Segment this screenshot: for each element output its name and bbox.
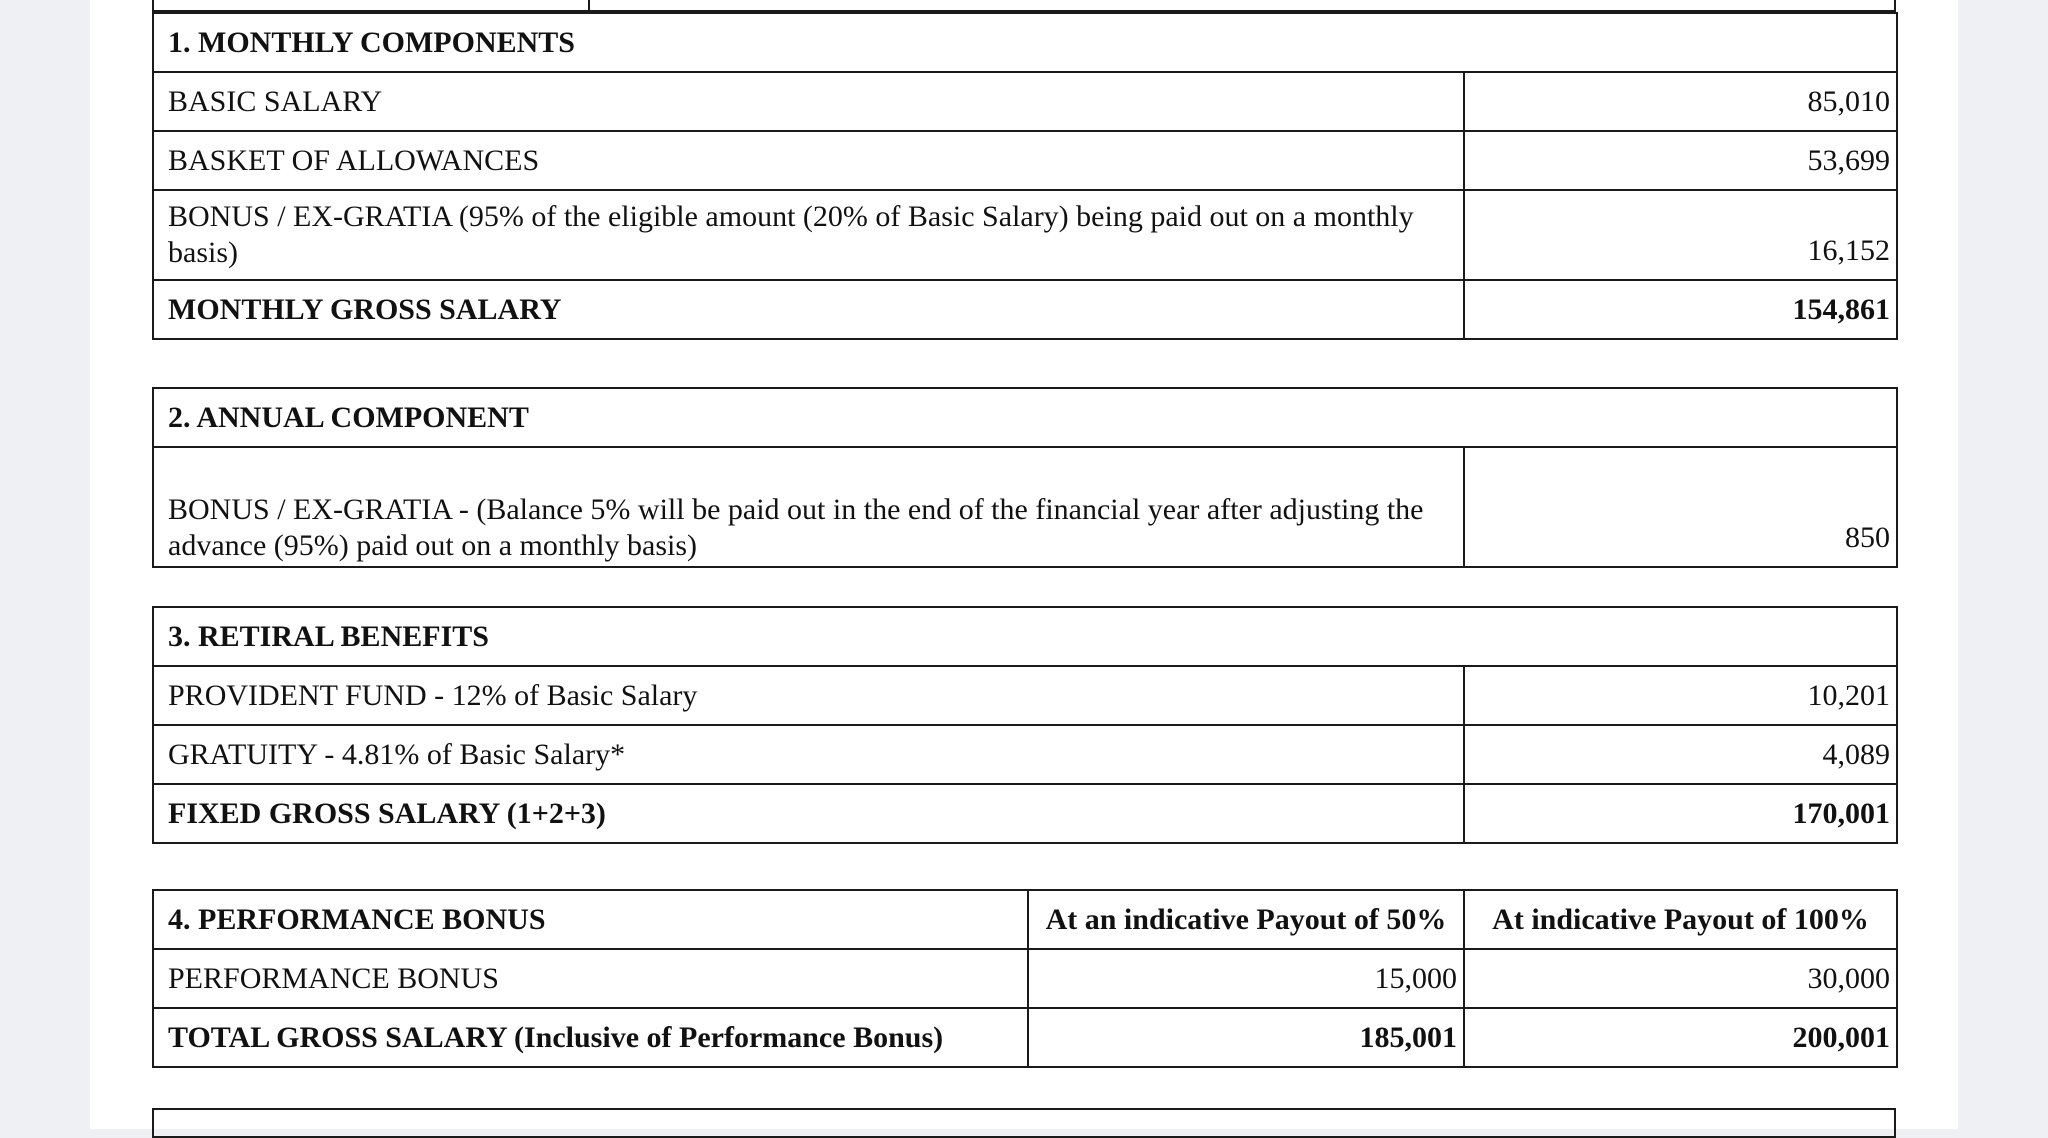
table-row bbox=[153, 190, 1897, 280]
total-label: MONTHLY GROSS SALARY bbox=[153, 280, 1464, 339]
row-value: 85,010 bbox=[1464, 72, 1897, 131]
table-row bbox=[153, 131, 1897, 190]
total-value-100: 200,001 bbox=[1464, 1008, 1897, 1067]
retiral-benefits-table bbox=[152, 606, 1898, 844]
row-label: GRATUITY - 4.81% of Basic Salary* bbox=[153, 725, 1464, 784]
total-value: 170,001 bbox=[1464, 784, 1897, 843]
performance-bonus-table bbox=[152, 889, 1898, 1068]
total-row bbox=[153, 280, 1897, 339]
payout-100-header: At indicative Payout of 100% bbox=[1464, 890, 1897, 949]
row-label: PERFORMANCE BONUS bbox=[153, 949, 1028, 1008]
row-value: 850 bbox=[1464, 447, 1897, 567]
monthly-components-heading: 1. MONTHLY COMPONENTS bbox=[153, 13, 1897, 72]
total-row bbox=[153, 784, 1897, 843]
row-value: 10,201 bbox=[1464, 666, 1897, 725]
previous-table-edge bbox=[152, 0, 1896, 12]
row-label: BASKET OF ALLOWANCES bbox=[153, 131, 1464, 190]
retiral-benefits-heading: 3. RETIRAL BENEFITS bbox=[153, 607, 1897, 666]
table-row bbox=[153, 666, 1897, 725]
monthly-components-table bbox=[152, 12, 1898, 340]
row-value: 16,152 bbox=[1464, 190, 1897, 280]
row-label: BONUS / EX-GRATIA (95% of the eligible amount (20% of Basic Salary) being paid out on a monthly basis) bbox=[153, 190, 1464, 280]
total-label: FIXED GROSS SALARY (1+2+3) bbox=[153, 784, 1464, 843]
document-page bbox=[90, 0, 1958, 1129]
table-row bbox=[153, 949, 1897, 1008]
total-row bbox=[153, 1008, 1897, 1067]
row-value: 53,699 bbox=[1464, 131, 1897, 190]
row-label: BONUS / EX-GRATIA - (Balance 5% will be paid out in the end of the financial year after adjusting the advance (95%) paid out on a monthly basis) bbox=[153, 447, 1464, 567]
row-label: PROVIDENT FUND - 12% of Basic Salary bbox=[153, 666, 1464, 725]
next-table-edge bbox=[152, 1108, 1896, 1138]
annual-component-table bbox=[152, 387, 1898, 568]
performance-bonus-heading: 4. PERFORMANCE BONUS bbox=[153, 890, 1028, 949]
total-value-50: 185,001 bbox=[1028, 1008, 1464, 1067]
row-label: BASIC SALARY bbox=[153, 72, 1464, 131]
table-row bbox=[153, 72, 1897, 131]
payout-50-header: At an indicative Payout of 50% bbox=[1028, 890, 1464, 949]
row-value-100: 30,000 bbox=[1464, 949, 1897, 1008]
row-value: 4,089 bbox=[1464, 725, 1897, 784]
annual-component-heading: 2. ANNUAL COMPONENT bbox=[153, 388, 1897, 447]
table-row bbox=[153, 447, 1897, 567]
row-value-50: 15,000 bbox=[1028, 949, 1464, 1008]
total-label: TOTAL GROSS SALARY (Inclusive of Performance Bonus) bbox=[153, 1008, 1028, 1067]
table-row bbox=[153, 725, 1897, 784]
total-value: 154,861 bbox=[1464, 280, 1897, 339]
